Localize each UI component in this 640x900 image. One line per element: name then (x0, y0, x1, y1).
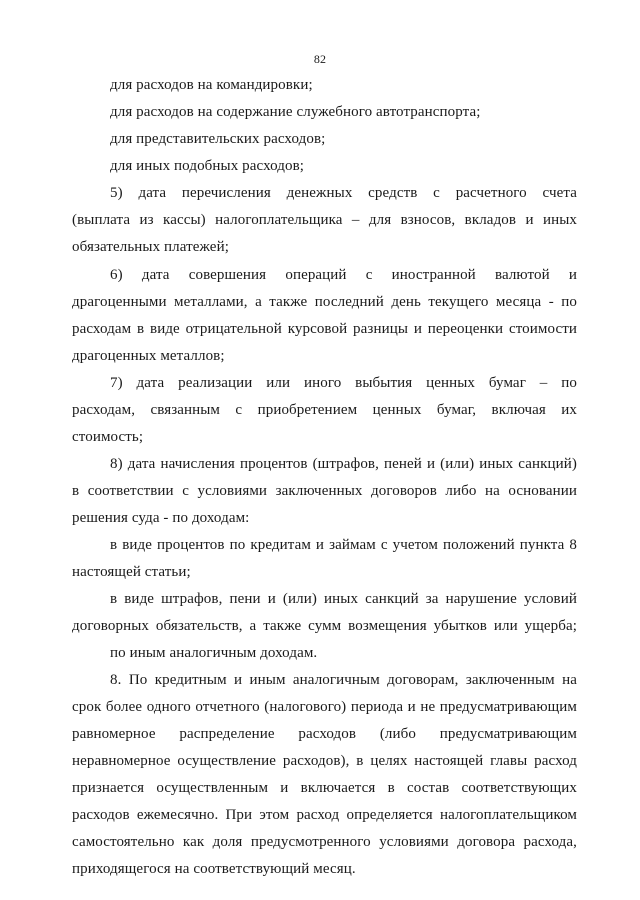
page-number: 82 (313, 52, 327, 66)
text-line: 6) дата совершения операций с иностранной валютой и (110, 267, 577, 283)
text-line: 8) дата начисления процентов (штрафов, пеней и (или) иных санкций) (110, 456, 577, 472)
text-line: расходам в виде отрицательной курсовой разницы и переоценки стоимости (72, 321, 577, 337)
text-line: (выплата из кассы) налогоплательщика – для взносов, вкладов и иных (72, 212, 577, 228)
text-line: настоящей статьи; (72, 564, 191, 580)
text-line: срок более одного отчетного (налогового) периода и не предусматривающим (72, 699, 577, 715)
text-line: драгоценными металлами, а также последний день текущего месяца - по (72, 294, 577, 310)
text-line: обязательных платежей; (72, 239, 229, 255)
text-line: приходящегося на соответствующий месяц. (72, 861, 356, 877)
text-line: 7) дата реализации или иного выбытия ценных бумаг – по (110, 375, 577, 391)
text-line: для расходов на командировки; (110, 77, 313, 93)
text-line: решения суда - по доходам: (72, 510, 250, 526)
text-line: равномерное распределение расходов (либо предусматривающим (72, 726, 577, 742)
text-line: для расходов на содержание служебного автотранспорта; (110, 104, 481, 120)
text-line: неравномерное осуществление расходов), в целях настоящей главы расход (72, 753, 577, 769)
text-line: для иных подобных расходов; (110, 158, 305, 174)
text-line: в виде штрафов, пени и (или) иных санкций за нарушение условий (110, 591, 577, 607)
text-line: в соответствии с условиями заключенных договоров либо на основании (72, 483, 577, 499)
text-line: драгоценных металлов; (72, 348, 225, 364)
text-line: для представительских расходов; (110, 131, 326, 147)
text-line: расходам, связанным с приобретением ценных бумаг, включая их (72, 402, 577, 418)
text-line: самостоятельно как доля предусмотренного условиями договора расхода, (72, 834, 577, 850)
text-line: расходов ежемесячно. При этом расход определяется налогоплательщиком (72, 807, 577, 823)
text-line: договорных обязательств, а также сумм возмещения убытков или ущерба; (72, 618, 577, 634)
text-line: 5) дата перечисления денежных средств с расчетного счета (110, 185, 577, 201)
text-line: 8. По кредитным и иным аналогичным договорам, заключенным на (110, 672, 577, 688)
text-line: стоимость; (72, 429, 144, 445)
text-line: признается осуществленным и включается в состав соответствующих (72, 780, 577, 796)
text-line: по иным аналогичным доходам. (110, 645, 318, 661)
text-line: в виде процентов по кредитам и займам с учетом положений пункта 8 (110, 537, 577, 553)
